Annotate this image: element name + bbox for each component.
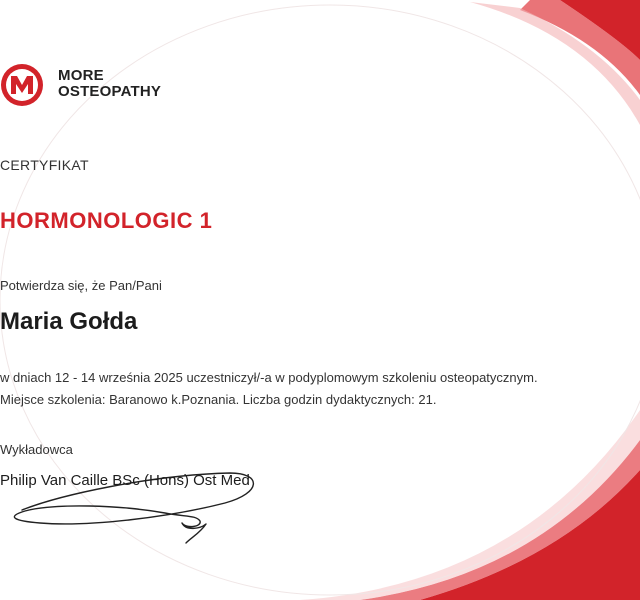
participant-name: Maria Gołda xyxy=(0,308,138,335)
m-circle-logo-icon xyxy=(0,60,50,110)
course-title: HORMONOLOGIC 1 xyxy=(0,208,213,233)
lecturer-name: Philip Van Caille BSc (Hons) Ost Med xyxy=(0,472,250,489)
details-line-2: Miejsce szkolenia: Baranowo k.Poznania. Liczba godzin dydaktycznych: 21. xyxy=(0,392,437,407)
brand-wordmark xyxy=(58,68,161,100)
lecturer-label: Wykładowca xyxy=(0,442,73,457)
details-line-1: w dniach 12 - 14 września 2025 uczestniczył/-a w podyplomowym szkoleniu osteopatycznym. xyxy=(0,370,538,385)
lecturer-signature xyxy=(0,455,280,555)
brand-line-1: MORE xyxy=(58,67,104,84)
certificate-type: CERTYFIKAT xyxy=(0,157,89,173)
brand-line-2: OSTEOPATHY xyxy=(58,83,162,100)
confirmation-text: Potwierdza się, że Pan/Pani xyxy=(0,278,162,293)
